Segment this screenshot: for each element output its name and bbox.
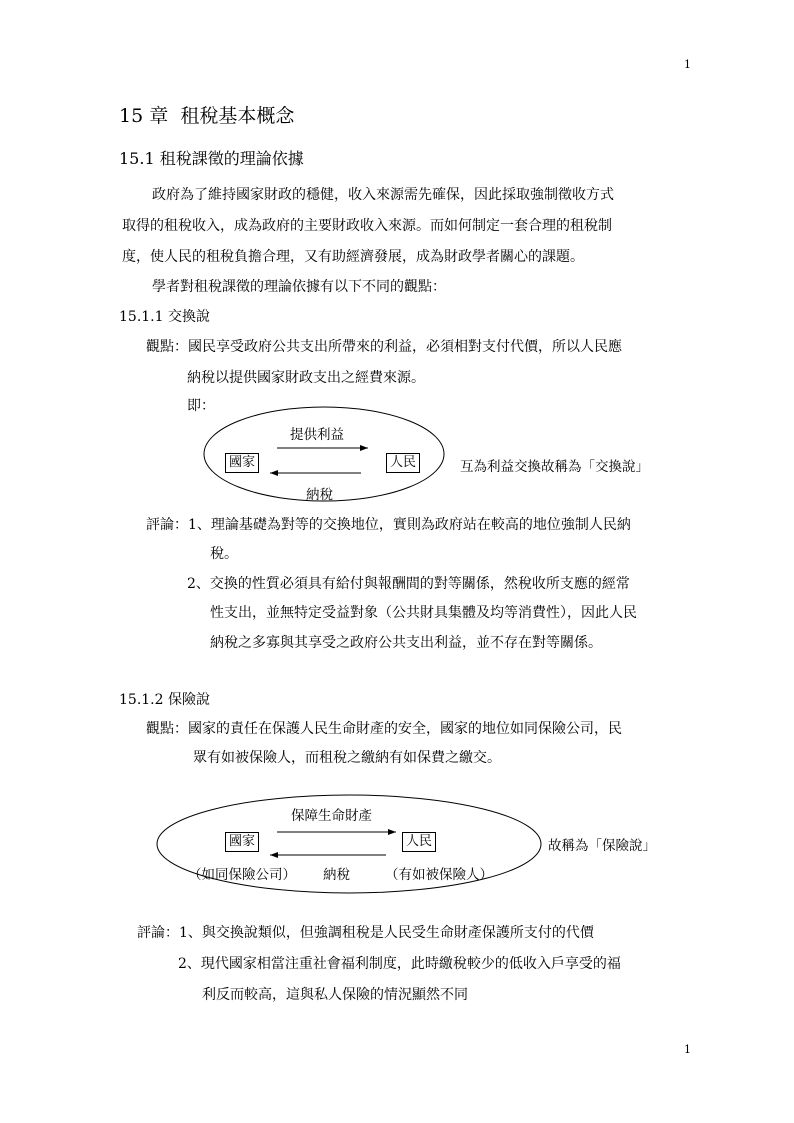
intro-line-4: 學者對租稅課徵的理論依據有以下不同的觀點： [152,279,446,295]
insurance-right-note: （有如被保險人） [385,867,493,883]
insurance-viewpoint-2: 眾有如被保險人，而租稅之繳納有如保費之繳交。 [193,750,501,766]
insurance-heading: 15.1.2 保險說 [119,692,210,708]
exchange-viewpoint-1: 觀點：國民享受政府公共支出所帶來的利益，必須相對支付代價，所以人民應 [146,339,622,355]
exchange-ie-label: 即： [187,398,215,414]
intro-line-3: 度，使人民的租稅負擔合理，又有助經濟發展，成為財政學者關心的課題。 [122,249,584,265]
insurance-right-box: 人民 [402,832,436,852]
insurance-critique-1: 評論：1、與交換說類似，但強調租稅是人民受生命財產保護所支付的代價 [137,925,594,941]
exchange-critique-2-cont-2: 納稅之多寡與其享受之政府公共支出利益，並不存在對等關係。 [210,635,602,651]
exchange-critique-2: 2、交換的性質必須具有給付與報酬間的對等關係，然稅收所支應的經常 [187,576,630,592]
insurance-left-note: （如同保險公司） [188,867,296,883]
exchange-critique-2-cont-1: 性支出，並無特定受益對象（公共財具集體及均等消費性），因此人民 [210,605,637,621]
exchange-heading: 15.1.1 交換說 [119,309,210,325]
exchange-critique-1: 評論：1、理論基礎為對等的交換地位，實則為政府站在較高的地位強制人民納 [146,517,631,533]
page-number-top: 1 [684,58,691,71]
exchange-viewpoint-2: 納稅以提供國家財政支出之經費來源。 [187,370,425,386]
section-number: 15.1 [119,149,155,168]
exchange-right-box: 人民 [386,453,420,473]
section-title: 租稅課徵的理論依據 [159,149,304,168]
insurance-caption: 故稱為「保險說」 [548,838,656,854]
exchange-top-label: 提供利益 [290,427,344,443]
exchange-left-box: 國家 [225,453,259,473]
insurance-critique-2: 2、現代國家相當注重社會福利制度，此時繳稅較少的低收入戶享受的福 [178,956,621,972]
chapter-number: 15 章 [119,105,169,127]
intro-line-1: 政府為了維持國家財政的穩健，收入來源需先確保，因此採取強制徵收方式 [152,187,614,203]
insurance-top-label: 保障生命財產 [291,808,372,824]
exchange-critique-1-cont: 稅。 [210,546,238,562]
exchange-bottom-label: 納稅 [306,487,333,503]
exchange-caption: 互為利益交換故稱為「交換說」 [460,459,649,475]
insurance-viewpoint-1: 觀點：國家的責任在保護人民生命財產的安全，國家的地位如同保險公司，民 [146,721,622,737]
insurance-bottom-label: 納稅 [323,867,350,883]
page-number-bottom: 1 [684,1043,691,1056]
intro-line-2: 取得的租稅收入，成為政府的主要財政收入來源。而如何制定一套合理的租稅制 [122,218,612,234]
chapter-title: 租稅基本概念 [180,105,295,127]
insurance-critique-2-cont: 利反而較高，這與私人保險的情況顯然不同 [202,987,468,1003]
insurance-left-box: 國家 [225,832,259,852]
